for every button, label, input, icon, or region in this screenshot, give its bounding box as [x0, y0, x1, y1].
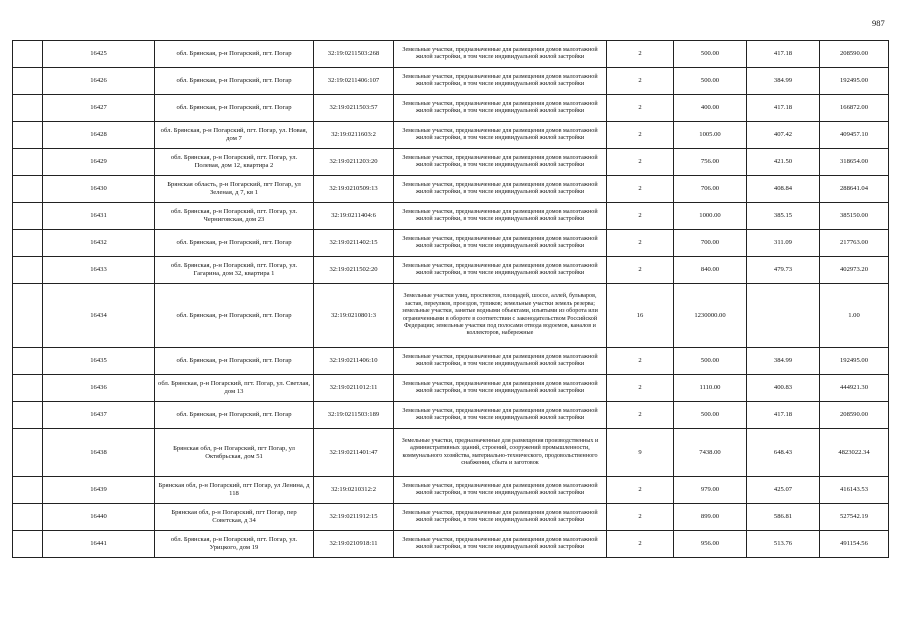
cadastral-number-cell: 32:19:0211402:15 — [314, 230, 394, 257]
cadastral-number-cell: 32:19:0211012:11 — [314, 375, 394, 402]
row-id-cell: 16440 — [43, 504, 155, 531]
area-cell: 756.00 — [674, 149, 747, 176]
cadastral-number-cell: 32:19:0211912:15 — [314, 504, 394, 531]
cadastral-number-cell: 32:19:0210509:13 — [314, 176, 394, 203]
cadastral-value-cell: 385150.00 — [820, 203, 889, 230]
address-cell: обл. Брянская, р-н Погарский, пгт. Погар — [155, 402, 314, 429]
land-use-cell: Земельные участки, предназначенные для размещения домов малоэтажной жилой застройки, в том числе индивидуальной жилой застройки — [394, 257, 607, 284]
address-cell: Брянская обл, р-н Погарский, пгт Погар, ул Ленина, д 118 — [155, 477, 314, 504]
address-cell: обл. Брянская, р-н Погарский, пгт. Погар, ул. Полевая, дом 12, квартира 2 — [155, 149, 314, 176]
use-group-cell: 2 — [607, 230, 674, 257]
address-cell: обл. Брянская, р-н Погарский, пгт. Погар — [155, 68, 314, 95]
cadastral-value-cell: 288641.04 — [820, 176, 889, 203]
address-cell: обл. Брянская, р-н Погарский, пгт. Погар — [155, 41, 314, 68]
cadastral-number-cell: 32:19:0210312:2 — [314, 477, 394, 504]
unit-price-cell: 421.50 — [747, 149, 820, 176]
row-id-cell: 16437 — [43, 402, 155, 429]
land-use-cell: Земельные участки улиц, проспектов, площадей, шоссе, аллей, бульваров, застав, переулков, проездов, тупиков; земельные участки земель резерва; земельные участки, занятые водными объектами, изъятыми из оборота или ограниченными в обороте в соответствии с законодательством Российской Федерации; земельные участки под полосами отвода водоемов, каналов и коллекторов, набережные — [394, 284, 607, 348]
cadastral-number-cell: 32:19:0211502:20 — [314, 257, 394, 284]
use-group-cell: 16 — [607, 284, 674, 348]
address-cell: обл. Брянская, р-н Погарский, пгт. Погар, ул. Новая, дом 7 — [155, 122, 314, 149]
use-group-cell: 2 — [607, 531, 674, 558]
table-row — [13, 68, 889, 95]
row-id-cell: 16432 — [43, 230, 155, 257]
row-id-cell: 16430 — [43, 176, 155, 203]
area-cell: 979.00 — [674, 477, 747, 504]
row-spacer-cell — [13, 429, 43, 477]
address-cell: Брянская обл, р-н Погарский, пгт Погар, пер Советская, д 34 — [155, 504, 314, 531]
row-spacer-cell — [13, 375, 43, 402]
cadastral-value-cell: 208590.00 — [820, 402, 889, 429]
table-row — [13, 402, 889, 429]
unit-price-cell: 513.76 — [747, 531, 820, 558]
cadastral-number-cell: 32:19:0211404:6 — [314, 203, 394, 230]
row-spacer-cell — [13, 230, 43, 257]
address-cell: обл. Брянская, р-н Погарский, пгт. Погар, ул. Светлая, дом 13 — [155, 375, 314, 402]
table-row — [13, 429, 889, 477]
use-group-cell: 2 — [607, 41, 674, 68]
table-row — [13, 95, 889, 122]
area-cell: 899.00 — [674, 504, 747, 531]
unit-price-cell: 385.15 — [747, 203, 820, 230]
row-spacer-cell — [13, 176, 43, 203]
row-spacer-cell — [13, 504, 43, 531]
area-cell: 500.00 — [674, 402, 747, 429]
area-cell: 700.00 — [674, 230, 747, 257]
address-cell: обл. Брянская, р-н Погарский, пгт. Погар — [155, 95, 314, 122]
table-row — [13, 257, 889, 284]
unit-price-cell: 586.81 — [747, 504, 820, 531]
unit-price-cell: 384.99 — [747, 348, 820, 375]
area-cell: 1000.00 — [674, 203, 747, 230]
row-id-cell: 16429 — [43, 149, 155, 176]
land-use-cell: Земельные участки, предназначенные для размещения домов малоэтажной жилой застройки, в том числе индивидуальной жилой застройки — [394, 531, 607, 558]
unit-price-cell: 417.18 — [747, 402, 820, 429]
table-row — [13, 41, 889, 68]
table-row — [13, 149, 889, 176]
row-id-cell: 16435 — [43, 348, 155, 375]
row-id-cell: 16439 — [43, 477, 155, 504]
table-row — [13, 230, 889, 257]
cadastral-value-cell: 1.00 — [820, 284, 889, 348]
land-registry-table — [12, 40, 889, 558]
row-id-cell: 16433 — [43, 257, 155, 284]
area-cell: 1230000.00 — [674, 284, 747, 348]
table-row — [13, 348, 889, 375]
land-use-cell: Земельные участки, предназначенные для размещения домов малоэтажной жилой застройки, в том числе индивидуальной жилой застройки — [394, 375, 607, 402]
cadastral-number-cell: 32:19:0211503:57 — [314, 95, 394, 122]
cadastral-value-cell: 192495.00 — [820, 68, 889, 95]
row-id-cell: 16434 — [43, 284, 155, 348]
land-use-cell: Земельные участки, предназначенные для размещения домов малоэтажной жилой застройки, в том числе индивидуальной жилой застройки — [394, 504, 607, 531]
row-spacer-cell — [13, 149, 43, 176]
cadastral-number-cell: 32:19:0211406:107 — [314, 68, 394, 95]
row-id-cell: 16441 — [43, 531, 155, 558]
address-cell: обл. Брянская, р-н Погарский, пгт. Погар, ул. Гагарина, дом 32, квартира 1 — [155, 257, 314, 284]
use-group-cell: 2 — [607, 257, 674, 284]
address-cell: обл. Брянская, р-н Погарский, пгт. Погар — [155, 348, 314, 375]
cadastral-value-cell: 217763.00 — [820, 230, 889, 257]
land-use-cell: Земельные участки, предназначенные для размещения домов малоэтажной жилой застройки, в том числе индивидуальной жилой застройки — [394, 176, 607, 203]
row-spacer-cell — [13, 284, 43, 348]
use-group-cell: 2 — [607, 95, 674, 122]
use-group-cell: 2 — [607, 122, 674, 149]
cadastral-value-cell: 444921.30 — [820, 375, 889, 402]
area-cell: 1005.00 — [674, 122, 747, 149]
row-id-cell: 16428 — [43, 122, 155, 149]
row-id-cell: 16436 — [43, 375, 155, 402]
land-use-cell: Земельные участки, предназначенные для размещения домов малоэтажной жилой застройки, в том числе индивидуальной жилой застройки — [394, 203, 607, 230]
use-group-cell: 2 — [607, 477, 674, 504]
area-cell: 500.00 — [674, 41, 747, 68]
cadastral-value-cell: 527542.19 — [820, 504, 889, 531]
cadastral-value-cell: 192495.00 — [820, 348, 889, 375]
use-group-cell: 2 — [607, 149, 674, 176]
area-cell: 7438.00 — [674, 429, 747, 477]
address-cell: Брянская область, р-н Погарский, пгт Погар, ул Зеленая, д 7, кв 1 — [155, 176, 314, 203]
cadastral-number-cell: 32:19:0211503:268 — [314, 41, 394, 68]
row-spacer-cell — [13, 477, 43, 504]
row-id-cell: 16431 — [43, 203, 155, 230]
area-cell: 500.00 — [674, 348, 747, 375]
unit-price-cell: 400.83 — [747, 375, 820, 402]
cadastral-number-cell: 32:19:0211203:20 — [314, 149, 394, 176]
cadastral-number-cell: 32:19:0211406:10 — [314, 348, 394, 375]
cadastral-number-cell: 32:19:0211603:2 — [314, 122, 394, 149]
row-spacer-cell — [13, 348, 43, 375]
area-cell: 400.00 — [674, 95, 747, 122]
cadastral-value-cell: 416143.53 — [820, 477, 889, 504]
table-row — [13, 122, 889, 149]
row-spacer-cell — [13, 122, 43, 149]
unit-price-cell — [747, 284, 820, 348]
area-cell: 840.00 — [674, 257, 747, 284]
cadastral-value-cell: 4823022.34 — [820, 429, 889, 477]
land-use-cell: Земельные участки, предназначенные для размещения производственных и административных зданий, строений, сооружений промышленности, коммунального хозяйства, материально-технического, продовольственного снабжения, сбыта и заготовок — [394, 429, 607, 477]
table-body — [13, 41, 889, 558]
land-use-cell: Земельные участки, предназначенные для размещения домов малоэтажной жилой застройки, в том числе индивидуальной жилой застройки — [394, 95, 607, 122]
row-spacer-cell — [13, 402, 43, 429]
row-id-cell: 16427 — [43, 95, 155, 122]
land-use-cell: Земельные участки, предназначенные для размещения домов малоэтажной жилой застройки, в том числе индивидуальной жилой застройки — [394, 477, 607, 504]
cadastral-number-cell: 32:19:0210801:3 — [314, 284, 394, 348]
unit-price-cell: 311.09 — [747, 230, 820, 257]
area-cell: 956.00 — [674, 531, 747, 558]
page-number: 987 — [872, 18, 885, 28]
address-cell: обл. Брянская, р-н Погарский, пгт. Погар, ул. Урицкого, дом 19 — [155, 531, 314, 558]
table-row — [13, 531, 889, 558]
row-id-cell: 16426 — [43, 68, 155, 95]
land-use-cell: Земельные участки, предназначенные для размещения домов малоэтажной жилой застройки, в том числе индивидуальной жилой застройки — [394, 68, 607, 95]
address-cell: обл. Брянская, р-н Погарский, пгт. Погар, ул. Черниговская, дом 23 — [155, 203, 314, 230]
land-use-cell: Земельные участки, предназначенные для размещения домов малоэтажной жилой застройки, в том числе индивидуальной жилой застройки — [394, 122, 607, 149]
row-id-cell: 16438 — [43, 429, 155, 477]
table-row — [13, 203, 889, 230]
area-cell: 500.00 — [674, 68, 747, 95]
cadastral-value-cell: 208590.00 — [820, 41, 889, 68]
cadastral-value-cell: 318654.00 — [820, 149, 889, 176]
use-group-cell: 2 — [607, 348, 674, 375]
use-group-cell: 2 — [607, 68, 674, 95]
unit-price-cell: 417.18 — [747, 95, 820, 122]
row-spacer-cell — [13, 41, 43, 68]
table-row — [13, 504, 889, 531]
land-use-cell: Земельные участки, предназначенные для размещения домов малоэтажной жилой застройки, в том числе индивидуальной жилой застройки — [394, 402, 607, 429]
unit-price-cell: 425.07 — [747, 477, 820, 504]
table-row — [13, 375, 889, 402]
cadastral-value-cell: 402973.20 — [820, 257, 889, 284]
table-row — [13, 477, 889, 504]
cadastral-number-cell: 32:19:0211503:189 — [314, 402, 394, 429]
use-group-cell: 2 — [607, 176, 674, 203]
area-cell: 706.00 — [674, 176, 747, 203]
address-cell: обл. Брянская, р-н Погарский, пгт. Погар — [155, 284, 314, 348]
cadastral-number-cell: 32:19:0210918:11 — [314, 531, 394, 558]
address-cell: обл. Брянская, р-н Погарский, пгт. Погар — [155, 230, 314, 257]
row-spacer-cell — [13, 203, 43, 230]
area-cell: 1110.00 — [674, 375, 747, 402]
cadastral-value-cell: 166872.00 — [820, 95, 889, 122]
row-spacer-cell — [13, 68, 43, 95]
use-group-cell: 2 — [607, 504, 674, 531]
table-row — [13, 284, 889, 348]
row-id-cell: 16425 — [43, 41, 155, 68]
land-use-cell: Земельные участки, предназначенные для размещения домов малоэтажной жилой застройки, в том числе индивидуальной жилой застройки — [394, 348, 607, 375]
use-group-cell: 2 — [607, 203, 674, 230]
cadastral-value-cell: 409457.10 — [820, 122, 889, 149]
cadastral-number-cell: 32:19:0211401:47 — [314, 429, 394, 477]
land-use-cell: Земельные участки, предназначенные для размещения домов малоэтажной жилой застройки, в том числе индивидуальной жилой застройки — [394, 41, 607, 68]
unit-price-cell: 417.18 — [747, 41, 820, 68]
use-group-cell: 2 — [607, 375, 674, 402]
unit-price-cell: 407.42 — [747, 122, 820, 149]
row-spacer-cell — [13, 531, 43, 558]
unit-price-cell: 648.43 — [747, 429, 820, 477]
cadastral-value-cell: 491154.56 — [820, 531, 889, 558]
row-spacer-cell — [13, 95, 43, 122]
table-row — [13, 176, 889, 203]
address-cell: Брянская обл, р-н Погарский, пгт Погар, ул Октябрьская, дом 51 — [155, 429, 314, 477]
unit-price-cell: 384.99 — [747, 68, 820, 95]
land-use-cell: Земельные участки, предназначенные для размещения домов малоэтажной жилой застройки, в том числе индивидуальной жилой застройки — [394, 230, 607, 257]
use-group-cell: 2 — [607, 402, 674, 429]
unit-price-cell: 408.84 — [747, 176, 820, 203]
land-use-cell: Земельные участки, предназначенные для размещения домов малоэтажной жилой застройки, в том числе индивидуальной жилой застройки — [394, 149, 607, 176]
use-group-cell: 9 — [607, 429, 674, 477]
row-spacer-cell — [13, 257, 43, 284]
unit-price-cell: 479.73 — [747, 257, 820, 284]
